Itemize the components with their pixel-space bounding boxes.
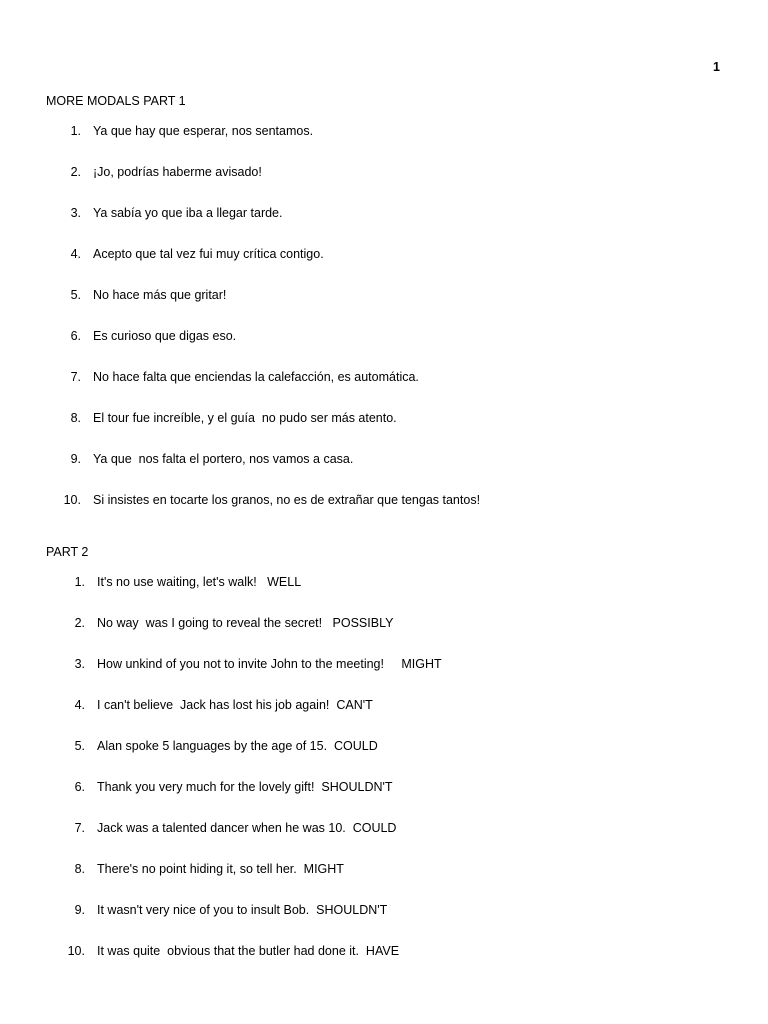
list-item <box>0 370 480 411</box>
item-text: It wasn't very nice of you to insult Bob. SHOULDN'T <box>97 903 388 917</box>
item-number: 6. <box>70 329 81 343</box>
item-number: 2. <box>74 616 85 630</box>
item-text: No hace falta que enciendas la calefacción, es automática. <box>93 370 419 384</box>
list-item <box>0 165 480 206</box>
item-text: Si insistes en tocarte los granos, no es de extrañar que tengas tantos! <box>93 493 481 507</box>
item-text: Thank you very much for the lovely gift! SHOULDN'T <box>97 780 393 794</box>
item-number: 4. <box>70 247 81 261</box>
item-number: 10. <box>67 944 85 958</box>
item-text: No way was I going to reveal the secret! POSSIBLY <box>97 616 394 630</box>
list-item <box>0 452 480 493</box>
part1-title: MORE MODALS PART 1 <box>46 94 186 108</box>
item-number: 5. <box>74 739 85 753</box>
list-item <box>0 206 480 247</box>
list-item <box>0 657 442 698</box>
list-item <box>0 124 480 165</box>
item-text: ¡Jo, podrías haberme avisado! <box>93 165 262 179</box>
item-text: How unkind of you not to invite John to the meeting! MIGHT <box>97 657 442 671</box>
item-number: 3. <box>74 657 85 671</box>
item-number: 7. <box>70 370 81 384</box>
item-number: 5. <box>70 288 81 302</box>
item-number: 7. <box>74 821 85 835</box>
item-text: I can't believe Jack has lost his job again! CAN'T <box>97 698 373 712</box>
list-item <box>0 944 442 985</box>
list-item <box>0 493 480 534</box>
item-number: 9. <box>70 452 81 466</box>
item-number: 6. <box>74 780 85 794</box>
list-item <box>0 288 480 329</box>
item-number: 8. <box>74 862 85 876</box>
list-item <box>0 739 442 780</box>
item-text: Acepto que tal vez fui muy crítica contigo. <box>93 247 324 261</box>
list-item <box>0 780 442 821</box>
list-item <box>0 575 442 616</box>
item-text: It was quite obvious that the butler had done it. HAVE <box>97 944 400 958</box>
item-text: Ya que hay que esperar, nos sentamos. <box>93 124 314 138</box>
part2-list <box>0 575 442 985</box>
item-text: Ya que nos falta el portero, nos vamos a casa. <box>93 452 354 466</box>
item-number: 1. <box>74 575 85 589</box>
item-text: Jack was a talented dancer when he was 10. COULD <box>97 821 397 835</box>
item-text: It's no use waiting, let's walk! WELL <box>97 575 302 589</box>
list-item <box>0 247 480 288</box>
item-number: 4. <box>74 698 85 712</box>
item-number: 1. <box>70 124 81 138</box>
list-item <box>0 698 442 739</box>
list-item <box>0 616 442 657</box>
list-item <box>0 862 442 903</box>
item-number: 10. <box>63 493 81 507</box>
page-number: 1 <box>713 60 720 74</box>
part1-list <box>0 124 480 534</box>
item-text: There's no point hiding it, so tell her. MIGHT <box>97 862 344 876</box>
item-text: Alan spoke 5 languages by the age of 15. COULD <box>97 739 378 753</box>
item-number: 8. <box>70 411 81 425</box>
list-item <box>0 903 442 944</box>
item-number: 3. <box>70 206 81 220</box>
list-item <box>0 411 480 452</box>
item-text: El tour fue increíble, y el guía no pudo ser más atento. <box>93 411 397 425</box>
list-item <box>0 821 442 862</box>
part2-title: PART 2 <box>46 545 89 559</box>
item-number: 9. <box>74 903 85 917</box>
item-text: No hace más que gritar! <box>93 288 227 302</box>
item-number: 2. <box>70 165 81 179</box>
item-text: Es curioso que digas eso. <box>93 329 237 343</box>
list-item <box>0 329 480 370</box>
item-text: Ya sabía yo que iba a llegar tarde. <box>93 206 283 220</box>
